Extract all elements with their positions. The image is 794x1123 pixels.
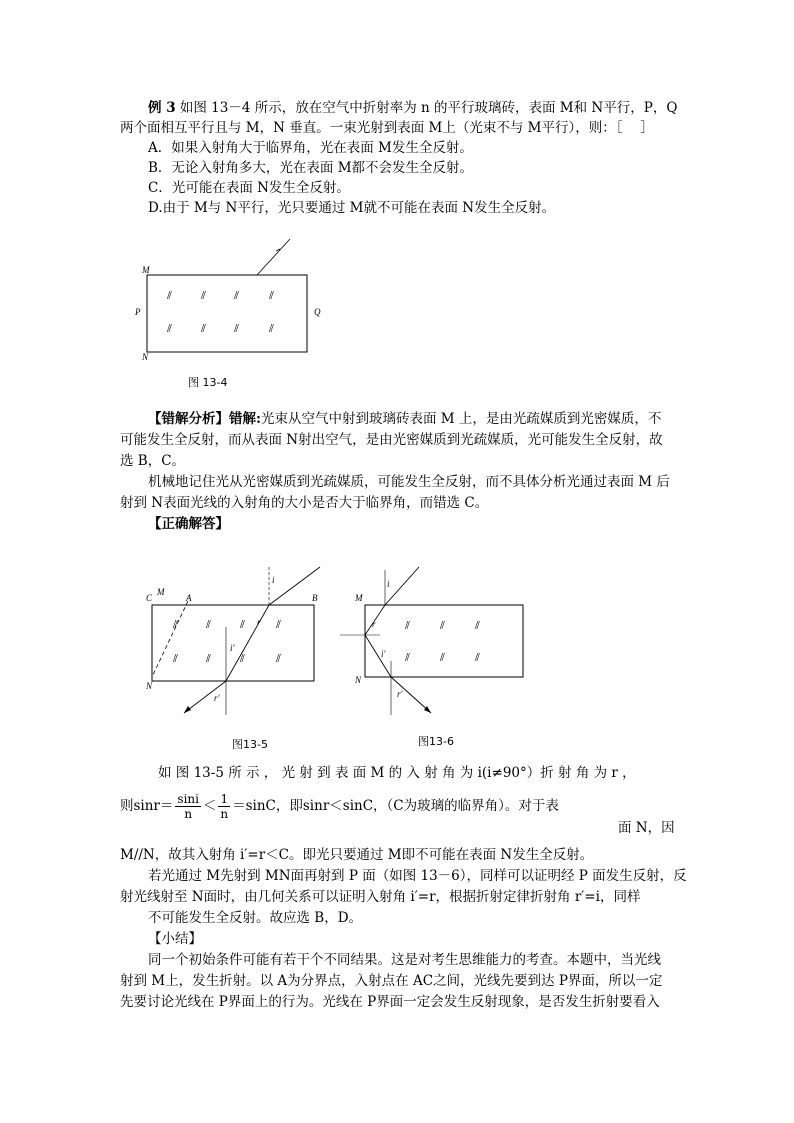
label-m: M [157,587,165,597]
correct-heading: 【正确解答】 [148,516,229,532]
exit-arrow [184,706,191,713]
solution-line-4: M//N，故其入射角 i′=r＜C。即光只要通过 M即不可能在表面 N发生全反射。 [120,847,594,863]
dashed-boundary-ray [152,601,188,677]
glass-mark: ⫽ [234,289,239,302]
glass-mark: ⫽ [475,619,480,632]
solution-line-1: 如 图 13-5 所 示 ， 光 射 到 表 面 M 的 入 射 角 为 i(i≠90°）折 射 角 为 r ， [158,765,636,781]
incident-ray [385,567,419,605]
caption-13-6: 图13-6 [418,735,454,748]
glass-mark: ⫽ [201,322,206,335]
solution-line-7: 不可能发生全反射。故应选 B，D。 [148,910,363,926]
glass-mark: ⫽ [405,651,410,664]
glass-mark: ⫽ [475,651,480,664]
less-than: ＜ [202,798,217,814]
label-i-prime: i' [381,649,386,659]
glass-block [147,275,307,352]
option-b: B．无论入射角多大，光在表面 M都不会发生全反射。 [148,160,474,176]
fraction-sini-n [175,792,201,821]
reflected-ray [365,635,391,677]
summary-line-1: 同一个初始条件可能有若干个不同结果。这是对考生思维能力的考查。本题中，当光线 [148,952,661,968]
example-label: 例 3 [148,100,176,116]
analysis-line-3: 选 B，C。 [120,453,186,469]
analysis-line-2: 可能发生全反射，而从表面 N射出空气，是由光密媒质到光疏媒质，光可能发生全反射，故 [120,432,663,448]
label-i-prime: i' [230,643,235,653]
caption-13-5: 图13-5 [232,738,268,751]
glass-mark: ⫽ [440,651,445,664]
label-i: i [272,575,275,585]
glass-mark: ⫽ [240,618,245,631]
label-c: C [146,593,153,603]
glass-mark: ⫽ [240,652,245,665]
glass-mark: ⫽ [405,619,410,632]
glass-mark: ⫽ [201,289,206,302]
figure-13-5 [140,565,340,725]
frac2-num: 1 [220,792,229,806]
option-c: C．光可能在表面 N发生全反射。 [148,180,350,196]
summary-line-2: 射到 M上，发生折射。以 A为分界点，入射点在 AC之间，光线先要到达 P界面，所以一定 [120,973,663,989]
glass-mark: ⫽ [269,322,274,335]
analysis-heading: 【错解分析】错解: [148,411,261,427]
frac1-num: sini [177,792,199,806]
glass-mark: ⫽ [167,289,172,302]
label-q: Q [314,307,321,317]
glass-mark: ⫽ [206,618,211,631]
formula-prefix: 则sinr＝ [120,798,174,814]
analysis-text-1: 光束从空气中射到玻璃砖表面 M 上，是由光疏媒质到光密媒质，不 [260,411,662,427]
label-r-prime: r' [397,689,403,699]
label-p: P [135,307,141,317]
glass-mark: ⫽ [440,619,445,632]
frac1-den: n [184,807,193,821]
solution-line-3: 面 N，因 [618,820,675,836]
label-m: M [355,593,363,603]
label-n: N [146,681,153,691]
formula-mid: ＝sinC，即sinr＜sinC，（C为玻璃的临界角）。对于表 [232,798,559,814]
glass-mark: ⫽ [206,652,211,665]
label-n: N [355,675,362,685]
glass-mark: ⫽ [173,618,178,631]
fraction-1-n [218,792,230,821]
example-line-1 [148,98,677,118]
glass-mark: ⫽ [167,322,172,335]
label-a: A [186,593,192,603]
label-i: i [387,579,390,589]
label-m: M [142,265,150,275]
analysis-line-4: 机械地记住光从光密媒质到光疏媒质，可能发生全反射，而不具体分析光通过表面 M 后 [148,474,670,490]
example-text-1: 如图 13－4 所示，放在空气中折射率为 n 的平行玻璃砖，表面 M和 N平行，P，Q [175,100,678,116]
glass-mark: ⫽ [269,289,274,302]
analysis-line-1 [148,409,661,429]
analysis-line-5: 射到 N表面光线的入射角的大小是否大于临界角，而错选 C。 [120,495,489,511]
glass-mark: ⫽ [276,618,281,631]
figure-13-4 [130,235,330,365]
option-a: A．如果入射角大于临界角，光在表面 M发生全反射。 [148,140,473,156]
caption-13-4: 图 13-4 [188,376,228,389]
glass-mark: ⫽ [276,652,281,665]
summary-heading: 【小结】 [148,931,202,947]
figure-13-6 [335,565,535,725]
solution-line-6: 射光线射至 N面时，由几何关系可以证明入射角 i′=r，根据折射定律折射角 r′=i，同样 [120,889,641,905]
option-d: D.由于 M与 N平行，光只要通过 M就不可能在表面 N发生全反射。 [148,200,556,216]
glass-mark: ⫽ [234,322,239,335]
glass-block [365,605,523,677]
label-r-prime: r' [214,693,220,703]
label-r: r [257,617,261,627]
label-n: N [142,352,149,362]
incident-ray [257,239,290,275]
glass-mark: ⫽ [173,652,178,665]
solution-formula [120,792,559,821]
summary-line-3: 先要讨论光线在 P界面上的行为。光线在 P界面一定会发生反射现象，是否发生折射要看入 [120,994,660,1010]
label-b: B [312,593,318,603]
exit-ray [184,681,226,713]
frac2-den: n [220,807,229,821]
label-r: r [372,619,376,629]
example-line-2: 两个面相互平行且与 M，N 垂直。一束光射到表面 M上（光束不与 M平行），则：［ ］ [120,120,654,136]
solution-line-5: 若光通过 M先射到 MN面再射到 P 面（如图 13－6），同样可以证明经 P 面发生反射，反 [148,868,687,884]
